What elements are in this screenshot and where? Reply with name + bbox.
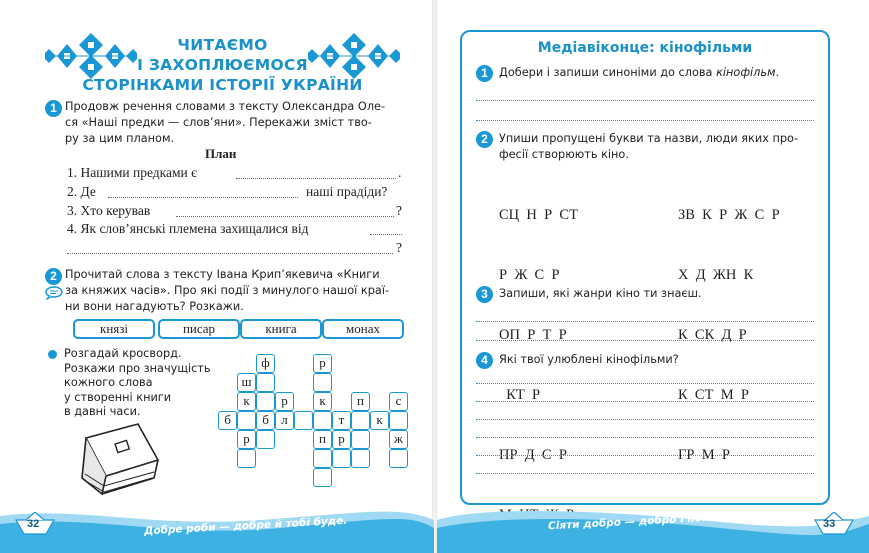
task-text-line: за княжих часів». Про які події з минулого нашої краї- bbox=[65, 284, 390, 297]
answer-line[interactable] bbox=[67, 253, 393, 254]
answer-line[interactable] bbox=[476, 120, 814, 121]
task-number-badge: 2 bbox=[45, 268, 62, 285]
word-card: писар bbox=[158, 319, 240, 339]
bullet-dot-icon bbox=[48, 350, 57, 359]
crossword-cell[interactable] bbox=[256, 373, 275, 392]
crossword-cell[interactable] bbox=[351, 411, 370, 430]
answer-line[interactable] bbox=[476, 340, 814, 341]
crossword-cell[interactable]: т bbox=[332, 411, 351, 430]
answer-line[interactable] bbox=[176, 216, 394, 217]
book-icon bbox=[80, 420, 162, 498]
letter-puzzle-row: К СТ М Р bbox=[678, 387, 749, 403]
answer-line[interactable] bbox=[236, 178, 396, 179]
task-text-line: ся «Наші предки — слов’яни». Перекажи зміст тво- bbox=[65, 116, 372, 129]
plan-item-label: 3. Хто керував bbox=[67, 203, 151, 218]
left-title-block bbox=[45, 27, 400, 97]
speech-bubble-icon bbox=[45, 286, 63, 300]
answer-line[interactable] bbox=[476, 455, 814, 456]
letter-puzzle-row: Х Д ЖН К bbox=[678, 267, 754, 283]
task-text: . bbox=[775, 66, 780, 79]
left-page-title bbox=[45, 35, 400, 95]
answer-line[interactable] bbox=[476, 473, 814, 474]
right-footer-motto: Сіяти добро — добро і пожинати. bbox=[547, 509, 752, 533]
task-number-badge: 1 bbox=[45, 100, 62, 117]
crossword-cell[interactable]: р bbox=[237, 430, 256, 449]
task-text-line: фесії створюють кіно. bbox=[499, 148, 629, 161]
crossword-cell[interactable] bbox=[256, 392, 275, 411]
crossword-cell[interactable]: ш bbox=[237, 373, 256, 392]
crossword-cell[interactable] bbox=[294, 411, 313, 430]
crossword-cell[interactable]: ж bbox=[389, 430, 408, 449]
crossword-cell[interactable] bbox=[351, 430, 370, 449]
crossword-cell[interactable]: б bbox=[218, 411, 237, 430]
crossword-cell[interactable]: б bbox=[256, 411, 275, 430]
crossword-cell[interactable]: р bbox=[313, 354, 332, 373]
letter-puzzle-row: КТ Р bbox=[499, 387, 541, 403]
letter-puzzle-row: ОП Р Т Р bbox=[499, 327, 567, 343]
plan-title: План bbox=[205, 146, 237, 161]
crossword-cell[interactable] bbox=[256, 430, 275, 449]
right-page-title: Медіавіконце: кінофільми bbox=[537, 40, 753, 56]
task2-instructions bbox=[65, 267, 415, 315]
task-number-badge: 1 bbox=[476, 65, 493, 82]
plan-item-end: наші прадіди? bbox=[306, 184, 388, 199]
answer-line[interactable] bbox=[476, 383, 814, 384]
title-line: І ЗАХОПЛЮЄМОСЯ bbox=[137, 56, 308, 74]
answer-line[interactable] bbox=[108, 197, 298, 198]
task-text-line: кожного слова bbox=[64, 376, 153, 389]
plan-item-end: ? bbox=[396, 240, 402, 255]
plan-item-label: 2. Де bbox=[67, 184, 96, 199]
crossword-cell[interactable]: р bbox=[275, 392, 294, 411]
crossword-cell[interactable] bbox=[389, 411, 408, 430]
letter-puzzle-row: К СК Д Р bbox=[678, 327, 747, 343]
task-text-line: Розгадай кросворд. bbox=[64, 347, 182, 360]
answer-line[interactable] bbox=[476, 100, 814, 101]
crossword-cell[interactable] bbox=[389, 449, 408, 468]
task-text-line: ру за цим планом. bbox=[65, 132, 175, 145]
task-text-line: Упиши пропущені букви та назви, люди яких про- bbox=[499, 132, 799, 145]
answer-line[interactable] bbox=[370, 234, 402, 235]
crossword-cell[interactable] bbox=[313, 411, 332, 430]
task-text: Добери і запиши синоніми до слова bbox=[499, 66, 717, 79]
crossword-cell[interactable] bbox=[351, 449, 370, 468]
task-text-line: у створенні книги bbox=[64, 390, 172, 404]
task-text-line: Розкажи про значущість bbox=[64, 361, 211, 375]
word-card: князі bbox=[73, 319, 155, 339]
crossword-cell[interactable]: р bbox=[332, 430, 351, 449]
title-line: СТОРІНКАМИ ІСТОРІЇ УКРАЇНИ bbox=[82, 76, 363, 94]
footer-wave bbox=[0, 498, 869, 553]
task-text-line: Продовж речення словами з тексту Олександра Оле- bbox=[65, 100, 386, 113]
crossword-cell[interactable] bbox=[313, 468, 332, 487]
answer-line[interactable] bbox=[476, 437, 814, 438]
crossword-cell[interactable]: к bbox=[370, 411, 389, 430]
r-task3-instructions: Запиши, які жанри кіно ти знаєш. bbox=[499, 287, 702, 300]
r-task1-instructions bbox=[499, 65, 819, 81]
crossword-cell[interactable]: к bbox=[237, 392, 256, 411]
letter-puzzle-row: Р Ж С Р bbox=[499, 267, 560, 283]
word-card: монах bbox=[322, 319, 404, 339]
left-footer-motto: Добре роби — добре й тобі буде. bbox=[143, 514, 348, 538]
page-number: 33 bbox=[823, 518, 836, 530]
task-text-line: в давні часи. bbox=[64, 405, 141, 418]
crossword-cell[interactable]: с bbox=[389, 392, 408, 411]
crossword-cell[interactable] bbox=[237, 411, 256, 430]
plan-item-label: 4. Як слов’янські племена захищалися від bbox=[67, 221, 309, 236]
plan-item-end: . bbox=[398, 165, 402, 180]
letter-puzzle-row: СЦ Н Р СТ bbox=[499, 207, 578, 223]
letter-puzzle-row: ГР М Р bbox=[678, 447, 730, 463]
crossword-cell[interactable]: л bbox=[275, 411, 294, 430]
plan-item-label: 1. Нашими предками є bbox=[67, 165, 197, 180]
task-number-badge: 4 bbox=[476, 352, 493, 369]
crossword-cell[interactable]: ф bbox=[256, 354, 275, 373]
crossword-cell[interactable]: к bbox=[313, 392, 332, 411]
task-number-badge: 2 bbox=[476, 131, 493, 148]
crossword-instructions bbox=[64, 347, 234, 420]
letter-puzzle-row: ЗВ К Р Ж С Р bbox=[678, 207, 780, 223]
task-text-italic: кінофільм bbox=[716, 66, 776, 79]
task-number-badge: 3 bbox=[476, 286, 493, 303]
answer-line[interactable] bbox=[476, 401, 814, 402]
answer-line[interactable] bbox=[476, 419, 814, 420]
r-task4-instructions: Які твої улюблені кінофільми? bbox=[499, 353, 679, 366]
answer-line[interactable] bbox=[476, 321, 814, 322]
task-text-line: Прочитай слова з тексту Івана Крип’якевича «Книги bbox=[65, 268, 380, 281]
crossword-cell[interactable]: п bbox=[313, 430, 332, 449]
task-text-line: ни вони нагадують? Розкажи. bbox=[65, 300, 244, 313]
title-line: ЧИТАЄМО bbox=[177, 36, 268, 54]
letter-puzzle-row: ПР Д С Р bbox=[499, 447, 567, 463]
crossword-cell[interactable]: п bbox=[351, 392, 370, 411]
page-number: 32 bbox=[27, 518, 40, 530]
r-task2-instructions bbox=[499, 131, 819, 163]
crossword-cell[interactable] bbox=[313, 449, 332, 468]
plan-item-end: ? bbox=[396, 203, 402, 218]
crossword-cell[interactable] bbox=[237, 449, 256, 468]
crossword-cell[interactable] bbox=[332, 449, 351, 468]
crossword-cell[interactable] bbox=[313, 373, 332, 392]
task1-instructions bbox=[65, 99, 410, 147]
word-card: книга bbox=[240, 319, 322, 339]
